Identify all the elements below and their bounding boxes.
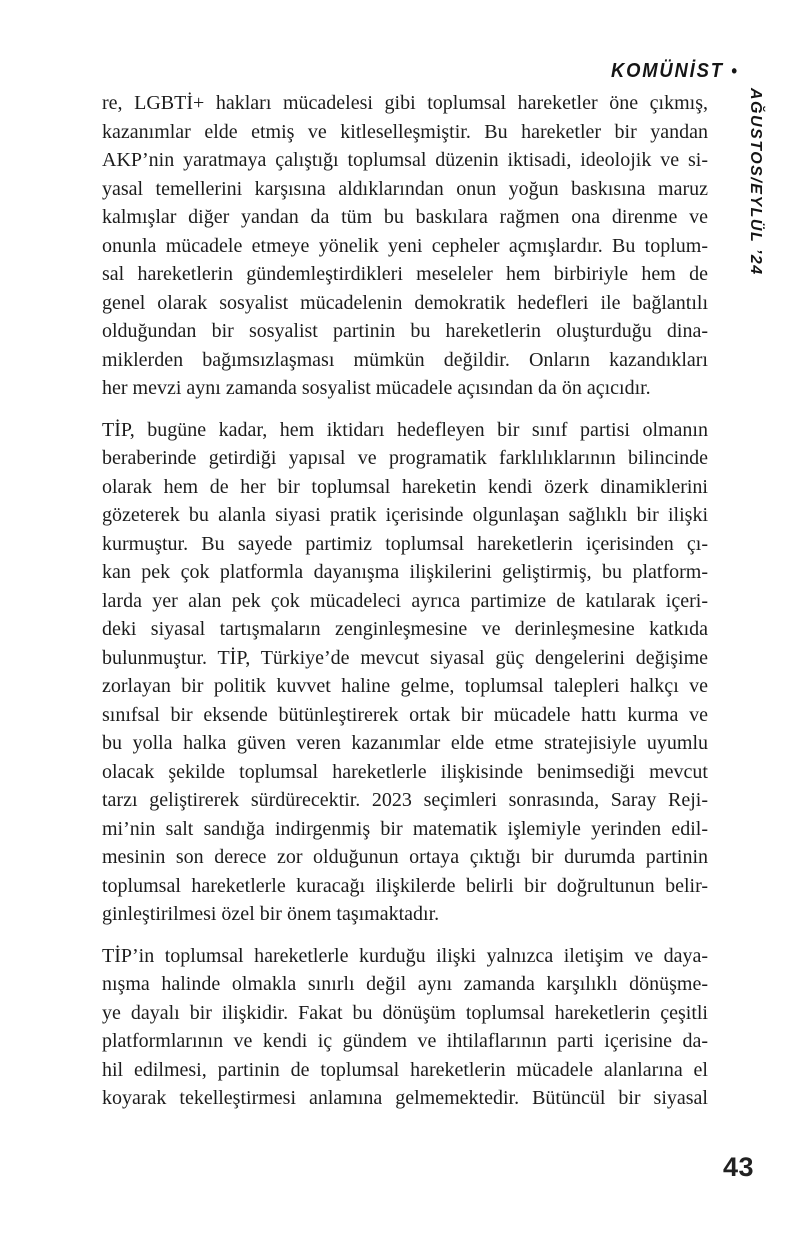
text-line: bulunmuştur. TİP, Türkiye’de mevcut siyasal güç dengelerini değişime — [102, 646, 708, 669]
text-line: sınıfsal bir eksende bütünleştirerek ortak bir mücadele hattı kurma ve — [102, 703, 708, 726]
bullet-icon: • — [731, 61, 737, 81]
text-line: onunla mücadele etmeye yönelik yeni cepheler açmışlardır. Bu toplum- — [102, 234, 708, 257]
text-line: nışma halinde olmakla sınırlı değil aynı zamanda karşılıklı dönüşme- — [102, 973, 708, 995]
text-line: TİP’in toplumsal hareketlerle kurduğu ilişki yalnızca iletişim ve daya- — [102, 944, 708, 967]
journal-header — [611, 60, 737, 83]
text-line: platformlarının ve kendi iç gündem ve ihtilaflarının parti içerisine da- — [102, 1030, 708, 1052]
text-line: genel olarak sosyalist mücadelenin demokratik hedefleri ile bağlantılı — [102, 291, 708, 314]
text-line: hil edilmesi, partinin de toplumsal hareketlerin mücadele alanlarına el — [102, 1058, 708, 1081]
text-line: beraberinde getirdiği yapısal ve programatik farklılıklarının bilincinde — [102, 447, 708, 469]
text-line: re, LGBTİ+ hakları mücadelesi gibi toplumsal hareketler öne çıkmış, — [102, 92, 708, 114]
text-line: her mevzi aynı zamanda sosyalist mücadele açısından da ön açıcıdır. — [102, 377, 651, 399]
text-line: toplumsal hareketlerle kuracağı ilişkilerde belirli bir doğrultunun belir- — [102, 874, 708, 897]
article-body — [102, 89, 708, 1126]
text-line: TİP, bugüne kadar, hem iktidarı hedefleyen bir sınıf partisi olmanın — [102, 418, 708, 441]
text-line: kalmışlar diğer yandan da tüm bu baskılara rağmen ona direnme ve — [102, 206, 708, 228]
text-line: sal hareketlerin gündemleştirdikleri meseleler hem birbiriyle hem de — [102, 263, 708, 285]
text-line: ginleştirilmesi özel bir önem taşımaktadır. — [102, 903, 440, 925]
text-line: gözeterek bu alanla siyasi pratik içerisinde olgunlaşan sağlıklı bir ilişki — [102, 504, 708, 526]
text-line: deki siyasal tartışmaların zenginleşmesine ve derinleşmesine katkıda — [102, 618, 708, 640]
text-line: olacak şekilde toplumsal hareketlerle ilişkisinde benimsediği mevcut — [102, 760, 708, 783]
text-line: yasal temellerini karşısına aldıklarından onun yoğun baskısına maruz — [102, 177, 708, 200]
text-line: kazanımlar elde etmiş ve kitleselleşmiştir. Bu hareketler bir yandan — [102, 120, 708, 143]
text-line: mi’nin salt sandığa indirgenmiş bir matematik işlemiyle yerinden edil- — [102, 817, 708, 840]
text-line: tarzı geliştirerek sürdürecektir. 2023 seçimleri sonrasında, Saray Reji- — [102, 789, 708, 811]
journal-title: KOMÜNİST — [610, 60, 724, 82]
text-line: ye dayalı bir ilişkidir. Fakat bu dönüşüm toplumsal hareketlerin çeşitli — [102, 1001, 708, 1024]
text-line: bu yolla halka güven veren kazanımlar elde etme stratejisiyle uyumlu — [102, 732, 708, 754]
paragraph — [102, 89, 708, 403]
text-line: kurmuştur. Bu sayede partimiz toplumsal hareketlerin içerisinden çı- — [102, 532, 708, 555]
text-line: zorlayan bir politik kuvvet haline gelme, toplumsal talepleri halkçı ve — [102, 675, 708, 697]
text-line: miklerden bağımsızlaşması mümkün değildir. Onların kazandıkları — [102, 348, 708, 371]
paragraph — [102, 416, 708, 929]
text-line: AKP’nin yaratmaya çalıştığı toplumsal düzenin iktisadi, ideolojik ve si- — [102, 149, 708, 171]
text-line: olduğundan bir sosyalist partinin bu hareketlerin oluşturduğu dina- — [102, 320, 708, 342]
issue-date-vertical: AĞUSTOS/EYLÜL ’24 — [747, 88, 764, 276]
text-line: kan pek çok platformla dayanışma ilişkilerini geliştirmiş, bu platform- — [102, 561, 708, 583]
text-line: mesinin son derece zor olduğunun ortaya çıktığı bir durumda partinin — [102, 846, 708, 868]
text-line: koyarak tekelleştirmesi anlamına gelmemektedir. Bütüncül bir siyasal — [102, 1087, 708, 1109]
text-line: larda yer alan pek çok mücadeleci ayrıca partimize de katılarak içeri- — [102, 589, 708, 612]
text-line: olarak hem de her bir toplumsal hareketin kendi özerk dinamiklerini — [102, 475, 708, 498]
paragraph — [102, 942, 708, 1113]
page-number: 43 — [722, 1152, 754, 1182]
